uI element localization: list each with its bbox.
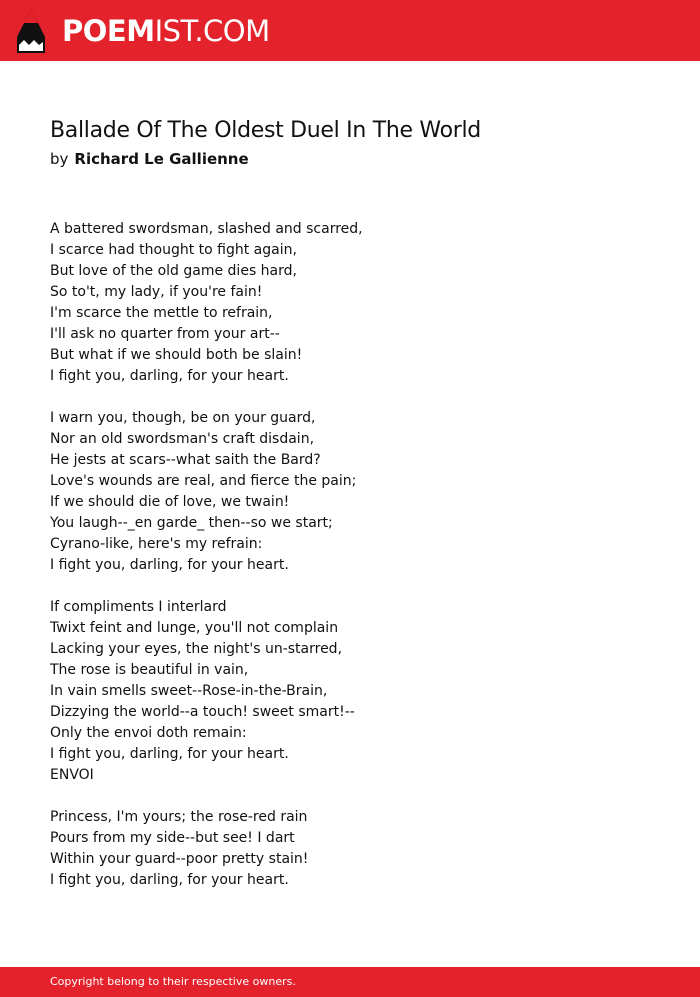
poem-line: But love of the old game dies hard, (50, 263, 297, 279)
poem-line: I'm scarce the mettle to refrain, (50, 305, 273, 321)
poem-line: A battered swordsman, slashed and scarred, (50, 221, 363, 237)
poem-line: I fight you, darling, for your heart. (50, 746, 289, 762)
poem-line: I fight you, darling, for your heart. (50, 368, 289, 384)
poem-line: If we should die of love, we twain! (50, 494, 290, 510)
poem-line: Twixt feint and lunge, you'll not complain (50, 620, 339, 636)
poem-line: I fight you, darling, for your heart. (50, 557, 289, 573)
site-footer (0, 967, 700, 997)
poem-line: Love's wounds are real, and fierce the pain; (50, 473, 357, 489)
poem-stanza (50, 807, 670, 891)
poem-stanza (50, 597, 670, 786)
poem-line: He jests at scars--what saith the Bard? (50, 452, 321, 468)
by-label: by (50, 150, 69, 168)
poem-line: Nor an old swordsman's craft disdain, (50, 431, 315, 447)
poem-line: You laugh--_en garde_ then--so we start; (50, 515, 333, 531)
poem-body (50, 219, 670, 912)
poem-byline (50, 148, 249, 170)
logo-light-part: IST.COM (154, 14, 270, 48)
poem-author[interactable]: Richard Le Gallienne (74, 150, 249, 168)
poem-line: Pours from my side--but see! I dart (50, 830, 295, 846)
logo-wordmark (62, 13, 270, 49)
footer-copyright: Copyright belong to their respective owners. (50, 975, 296, 988)
poem-title: Ballade Of The Oldest Duel In The World (50, 118, 481, 143)
poem-line: Cyrano-like, here's my refrain: (50, 536, 263, 552)
poem-line: I'll ask no quarter from your art-- (50, 326, 280, 342)
poem-line: I scarce had thought to fight again, (50, 242, 297, 258)
pencil-tip-icon (17, 9, 45, 53)
poem-line: Within your guard--poor pretty stain! (50, 851, 309, 867)
poem-line: The rose is beautiful in vain, (50, 662, 249, 678)
poem-line: Lacking your eyes, the night's un-starred, (50, 641, 343, 657)
site-logo[interactable] (17, 9, 270, 53)
poem-stanza (50, 219, 670, 387)
poem-line: So to't, my lady, if you're fain! (50, 284, 263, 300)
poem-line: Princess, I'm yours; the rose-red rain (50, 809, 308, 825)
site-header (0, 0, 700, 61)
poem-line: Only the envoi doth remain: (50, 725, 247, 741)
poem-line: I warn you, though, be on your guard, (50, 410, 316, 426)
poem-line: In vain smells sweet--Rose-in-the-Brain, (50, 683, 328, 699)
logo-bold-part: POEM (62, 14, 155, 48)
poem-line: If compliments I interlard (50, 599, 227, 615)
poem-line: But what if we should both be slain! (50, 347, 303, 363)
poem-line: I fight you, darling, for your heart. (50, 872, 289, 888)
poem-line: Dizzying the world--a touch! sweet smart!-- (50, 704, 355, 720)
poem-stanza (50, 408, 670, 576)
poem-line: ENVOI (50, 767, 94, 783)
